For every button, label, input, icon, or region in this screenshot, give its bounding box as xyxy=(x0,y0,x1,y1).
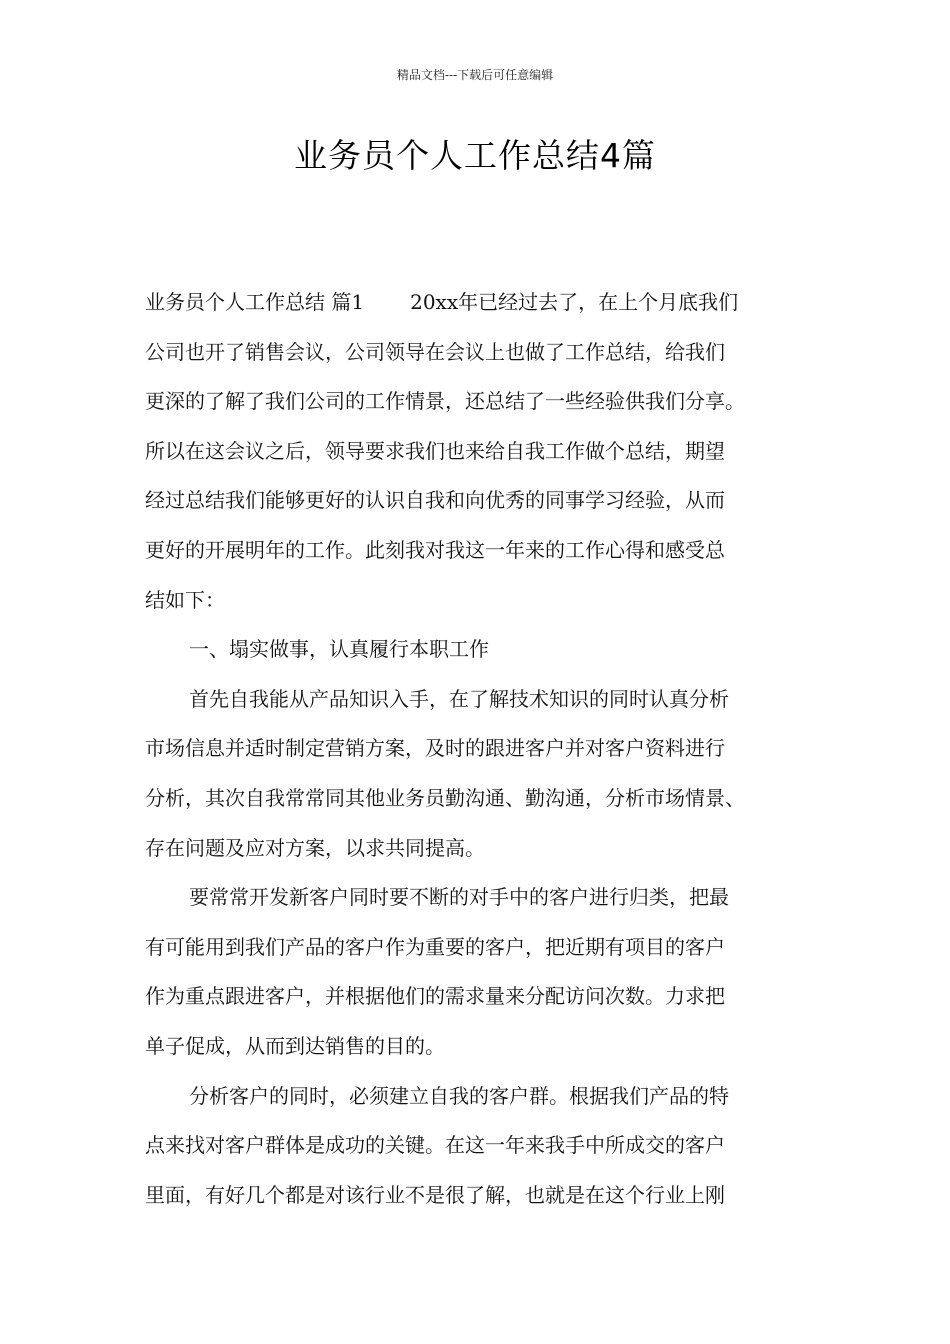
intro-line: 更好的开展明年的工作。此刻我对我这一年来的工作心得和感受总 xyxy=(145,537,725,562)
intro-label: 业务员个人工作总结 篇1 xyxy=(145,290,365,314)
paragraph2-line: 有可能用到我们产品的客户作为重要的客户，把近期有项目的客户 xyxy=(145,934,725,959)
paragraph2-line: 单子促成，从而到达销售的目的。 xyxy=(145,1033,445,1058)
intro-line: 结如下： xyxy=(145,587,225,612)
paragraph2-line: 作为重点跟进客户，并根据他们的需求量来分配访问次数。力求把 xyxy=(145,984,725,1009)
intro-first-line-text: 20xx年已经过去了，在上个月底我们 xyxy=(410,290,739,314)
intro-first-line xyxy=(145,282,845,332)
intro-line: 更深的了解了我们公司的工作情景，还总结了一些经验供我们分享。 xyxy=(145,389,745,414)
paragraph2-line: 要常常开发新客户同时要不断的对手中的客户进行归类，把最 xyxy=(189,885,729,910)
paragraph3-line: 里面，有好几个都是对该行业不是很了解，也就是在这个行业上刚 xyxy=(145,1182,725,1207)
document-title: 业务员个人工作总结4篇 xyxy=(294,136,656,175)
paragraph1-line: 市场信息并适时制定营销方案，及时的跟进客户并对客户资料进行 xyxy=(145,736,725,761)
paragraph1-line: 首先自我能从产品知识入手，在了解技术知识的同时认真分析 xyxy=(189,686,729,711)
intro-line: 公司也开了销售会议，公司领导在会议上也做了工作总结，给我们 xyxy=(145,339,725,364)
header-note: 精品文档---下载后可任意编辑 xyxy=(396,68,554,82)
paragraph1-line: 存在问题及应对方案，以求共同提高。 xyxy=(145,835,485,860)
paragraph3-line: 点来找对客户群体是成功的关键。在这一年来我手中所成交的客户 xyxy=(145,1133,725,1158)
section-heading: 一、塌实做事，认真履行本职工作 xyxy=(189,637,489,662)
document-body xyxy=(145,282,845,1224)
intro-line: 经过总结我们能够更好的认识自我和向优秀的同事学习经验，从而 xyxy=(145,488,725,513)
paragraph3-line: 分析客户的同时，必须建立自我的客户群。根据我们产品的特 xyxy=(189,1083,729,1108)
intro-line: 所以在这会议之后，领导要求我们也来给自我工作做个总结，期望 xyxy=(145,438,725,463)
paragraph1-line: 分析，其次自我常常同其他业务员勤沟通、勤沟通，分析市场情景、 xyxy=(145,785,745,810)
